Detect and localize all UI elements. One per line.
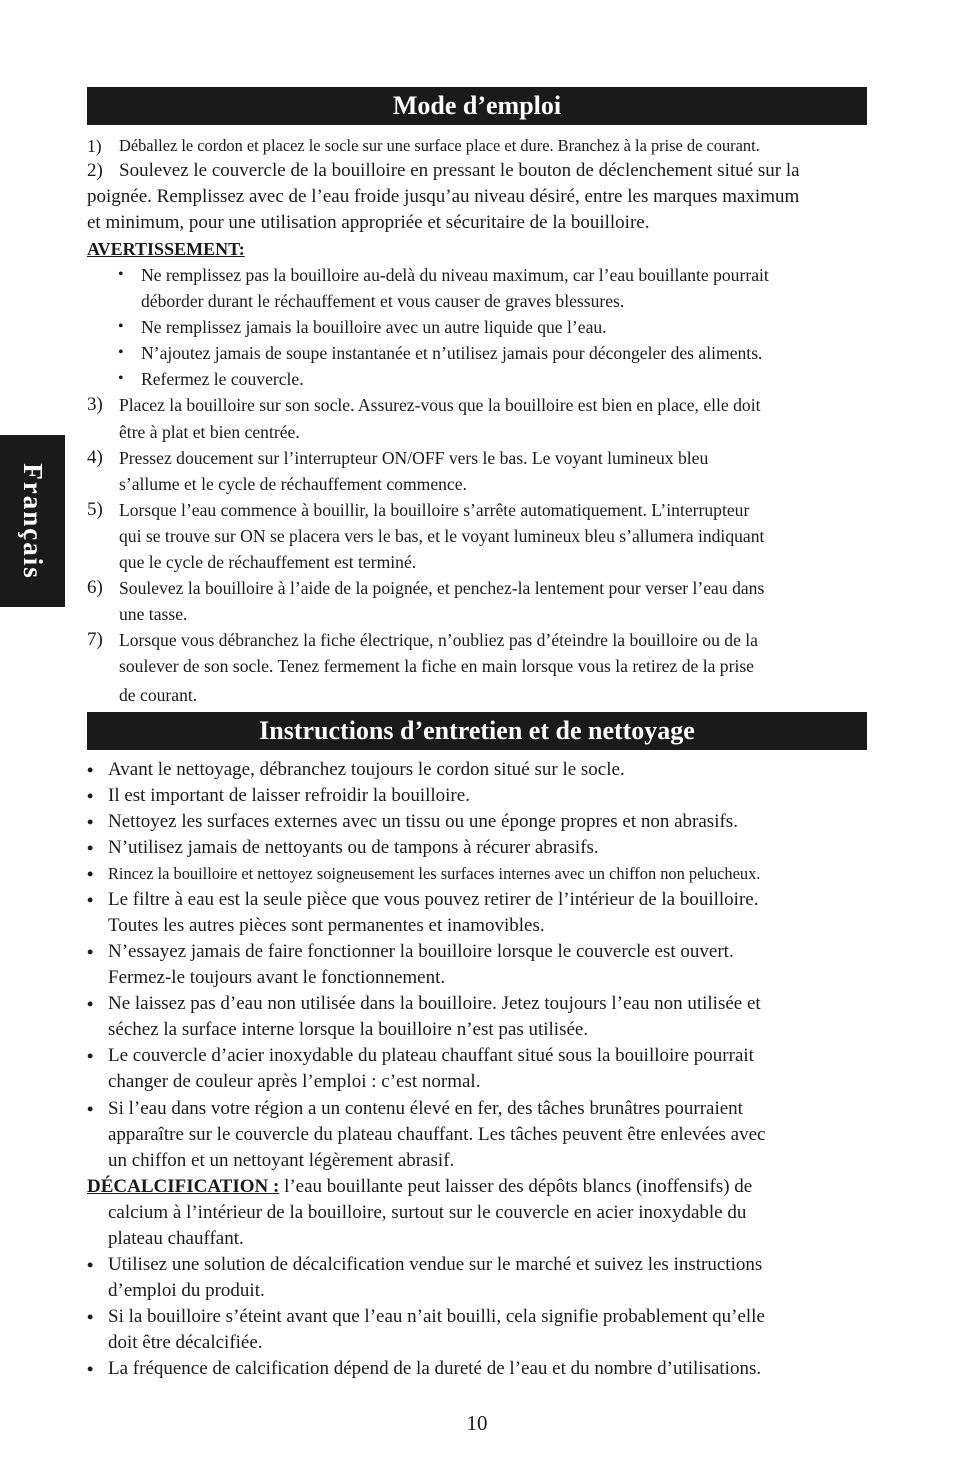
step-number: 7) bbox=[87, 629, 103, 650]
decal-item: d’emploi du produit. bbox=[108, 1280, 265, 1301]
decal-item: doit être décalcifiée. bbox=[108, 1332, 263, 1353]
step-number: 3) bbox=[87, 394, 103, 415]
section-heading-mode-emploi: Mode d’emploi bbox=[87, 87, 867, 125]
bullet-marker: • bbox=[118, 370, 124, 387]
bullet-marker: • bbox=[118, 318, 124, 335]
warning-item: N’ajoutez jamais de soupe instantanée et n’utilisez jamais pour décongeler des aliments. bbox=[141, 343, 763, 363]
step-text: s’allume et le cycle de réchauffement commence. bbox=[119, 474, 467, 494]
step-text: Déballez le cordon et placez le socle sur une surface place et dure. Branchez à la prise de courant. bbox=[119, 136, 760, 155]
warning-item: déborder durant le réchauffement et vous causer de graves blessures. bbox=[141, 291, 625, 311]
step-number: 6) bbox=[87, 577, 103, 598]
step-number: 1) bbox=[87, 136, 102, 156]
decal-item: La fréquence de calcification dépend de la dureté de l’eau et du nombre d’utilisations. bbox=[108, 1358, 762, 1379]
warning-label: AVERTISSEMENT: bbox=[87, 239, 245, 259]
step-text: Placez la bouilloire sur son socle. Assurez-vous que la bouilloire est bien en place, elle doit bbox=[119, 395, 761, 415]
step-number: 4) bbox=[87, 447, 103, 468]
care-item: Avant le nettoyage, débranchez toujours le cordon situé sur le socle. bbox=[108, 759, 625, 780]
bullet-marker: • bbox=[87, 1307, 94, 1327]
step-text: Soulevez la bouilloire à l’aide de la poignée, et penchez-la lentement pour verser l’eau dans bbox=[119, 578, 765, 598]
warning-item: Ne remplissez jamais la bouilloire avec un autre liquide que l’eau. bbox=[141, 317, 607, 337]
warning-item: Refermez le couvercle. bbox=[141, 369, 304, 389]
bullet-marker: • bbox=[87, 890, 94, 910]
bullet-marker: • bbox=[87, 812, 94, 832]
language-tab bbox=[0, 435, 65, 607]
step-text: Lorsque l’eau commence à bouillir, la bouilloire s’arrête automatiquement. L’interrupteur bbox=[119, 500, 750, 520]
warning-item: Ne remplissez pas la bouilloire au-delà du niveau maximum, car l’eau bouillante pourrait bbox=[141, 265, 769, 285]
bullet-marker: • bbox=[87, 838, 94, 858]
decalcification-text: calcium à l’intérieur de la bouilloire, surtout sur le couvercle en acier inoxydable du bbox=[108, 1202, 747, 1223]
step-text: soulever de son socle. Tenez fermement la fiche en main lorsque vous la retirez de la prise bbox=[119, 656, 754, 676]
care-item: N’essayez jamais de faire fonctionner la bouilloire lorsque le couvercle est ouvert. bbox=[108, 941, 734, 962]
care-item: Si l’eau dans votre région a un contenu élevé en fer, des tâches brunâtres pourraient bbox=[108, 1098, 743, 1119]
bullet-marker: • bbox=[87, 786, 94, 806]
language-tab-label: Français bbox=[18, 462, 48, 580]
decalcification-text: l’eau bouillante peut laisser des dépôts blancs (inoffensifs) de bbox=[279, 1176, 753, 1197]
decalcification-paragraph bbox=[87, 1174, 752, 1200]
bullet-marker: • bbox=[87, 1099, 94, 1119]
care-item: séchez la surface interne lorsque la bouilloire n’est pas utilisée. bbox=[108, 1019, 589, 1040]
step-text: de courant. bbox=[119, 685, 198, 705]
step-text: Lorsque vous débranchez la fiche électrique, n’oubliez pas d’éteindre la bouilloire ou de la bbox=[119, 630, 758, 650]
step-text: Soulevez le couvercle de la bouilloire en pressant le bouton de déclenchement situé sur la bbox=[119, 160, 800, 181]
care-item: Rincez la bouilloire et nettoyez soigneusement les surfaces internes avec un chiffon non pelucheux. bbox=[108, 864, 761, 883]
decal-item: Si la bouilloire s’éteint avant que l’eau n’ait bouilli, cela signifie probablement qu’elle bbox=[108, 1306, 765, 1327]
bullet-marker: • bbox=[87, 1359, 94, 1379]
care-item: apparaître sur le couvercle du plateau chauffant. Les tâches peuvent être enlevées avec bbox=[108, 1124, 766, 1145]
step-text: une tasse. bbox=[119, 604, 188, 624]
step-number: 5) bbox=[87, 499, 103, 520]
bullet-marker: • bbox=[87, 994, 94, 1014]
step-text: Pressez doucement sur l’interrupteur ON/OFF vers le bas. Le voyant lumineux bleu bbox=[119, 448, 709, 468]
care-item: Le filtre à eau est la seule pièce que vous pouvez retirer de l’intérieur de la bouilloire. bbox=[108, 889, 759, 910]
step-text: être à plat et bien centrée. bbox=[119, 422, 300, 442]
care-item: un chiffon et un nettoyant légèrement abrasif. bbox=[108, 1150, 455, 1171]
step-text: et minimum, pour une utilisation appropriée et sécuritaire de la bouilloire. bbox=[87, 212, 650, 233]
care-item: Fermez-le toujours avant le fonctionnement. bbox=[108, 967, 446, 988]
step-number: 2) bbox=[87, 160, 103, 181]
step-text: que le cycle de réchauffement est terminé. bbox=[119, 552, 417, 572]
decalcification-label: DÉCALCIFICATION : bbox=[87, 1176, 280, 1197]
bullet-marker: • bbox=[87, 864, 94, 884]
step-text: qui se trouve sur ON se placera vers le bas, et le voyant lumineux bleu s’allumera indiquant bbox=[119, 526, 765, 546]
page-number: 10 bbox=[466, 1411, 488, 1435]
care-item: Il est important de laisser refroidir la bouilloire. bbox=[108, 785, 470, 806]
decalcification-text: plateau chauffant. bbox=[108, 1228, 244, 1249]
care-item: Toutes les autres pièces sont permanentes et inamovibles. bbox=[108, 915, 545, 936]
bullet-marker: • bbox=[87, 760, 94, 780]
bullet-marker: • bbox=[87, 942, 94, 962]
care-item: N’utilisez jamais de nettoyants ou de tampons à récurer abrasifs. bbox=[108, 837, 599, 858]
bullet-marker: • bbox=[87, 1255, 94, 1275]
bullet-marker: • bbox=[118, 344, 124, 361]
care-item: Ne laissez pas d’eau non utilisée dans la bouilloire. Jetez toujours l’eau non utilisée et bbox=[108, 993, 761, 1014]
decal-item: Utilisez une solution de décalcification vendue sur le marché et suivez les instructions bbox=[108, 1254, 763, 1275]
section-heading-entretien: Instructions d’entretien et de nettoyage bbox=[87, 712, 867, 750]
bullet-marker: • bbox=[118, 266, 124, 283]
care-item: Le couvercle d’acier inoxydable du plateau chauffant situé sous la bouilloire pourrait bbox=[108, 1045, 754, 1066]
step-text: poignée. Remplissez avec de l’eau froide jusqu’au niveau désiré, entre les marques maximum bbox=[87, 186, 800, 207]
care-item: changer de couleur après l’emploi : c’est normal. bbox=[108, 1071, 481, 1092]
care-item: Nettoyez les surfaces externes avec un tissu ou une éponge propres et non abrasifs. bbox=[108, 811, 738, 832]
bullet-marker: • bbox=[87, 1046, 94, 1066]
